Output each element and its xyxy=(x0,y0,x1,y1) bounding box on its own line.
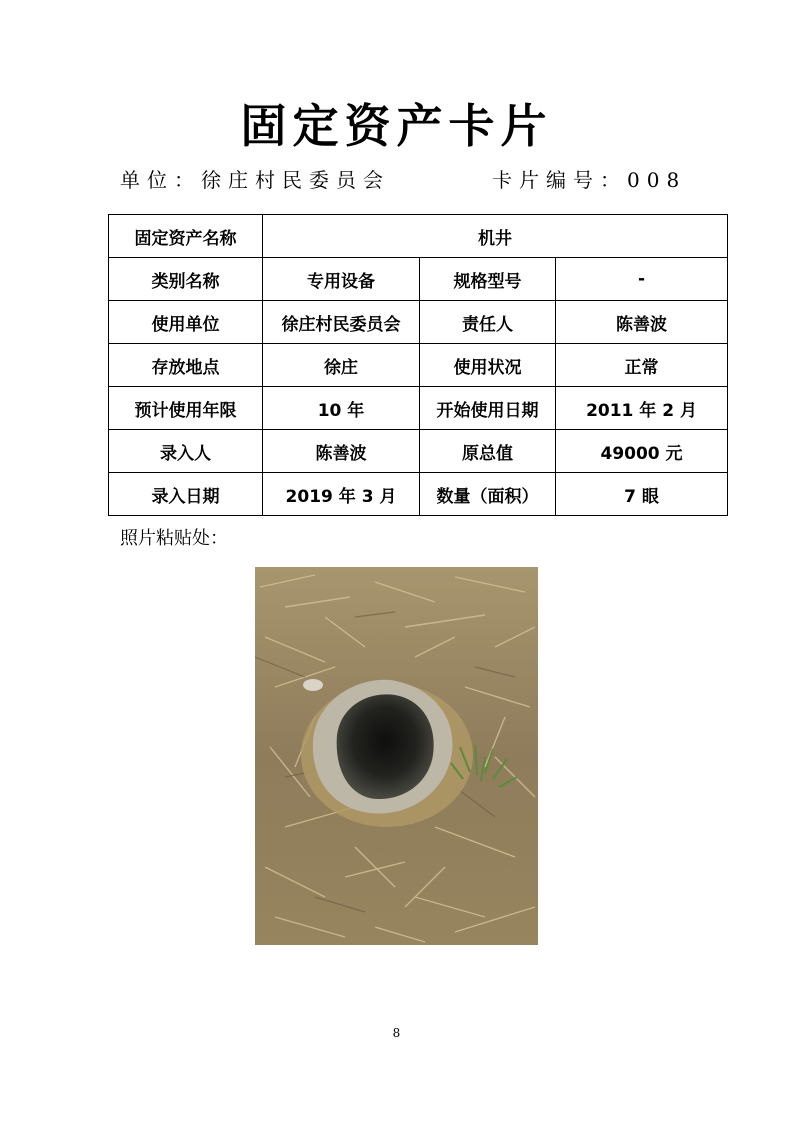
table-cell: 开始使用日期 xyxy=(420,387,556,430)
table-cell: 预计使用年限 xyxy=(109,387,263,430)
table-cell: 陈善波 xyxy=(556,301,728,344)
table-cell: 49000 元 xyxy=(556,430,728,473)
table-cell: 类别名称 xyxy=(109,258,263,301)
asset-name-value: 机井 xyxy=(263,215,728,258)
stone xyxy=(303,679,323,691)
table-cell: 2011 年 2 月 xyxy=(556,387,728,430)
table-row xyxy=(109,215,728,258)
photo-label: 照片粘贴处： xyxy=(120,528,228,549)
table-cell: 徐庄 xyxy=(263,344,420,387)
page-number: 8 xyxy=(392,1026,401,1040)
page-title: 固定资产卡片 xyxy=(240,99,553,153)
table-cell: 录入日期 xyxy=(109,473,263,516)
unit-line xyxy=(120,166,390,194)
table-row xyxy=(109,387,728,430)
table-cell: 陈善波 xyxy=(263,430,420,473)
table-cell: 存放地点 xyxy=(109,344,263,387)
table-cell: 2019 年 3 月 xyxy=(263,473,420,516)
table-cell: 责任人 xyxy=(420,301,556,344)
table-row xyxy=(109,258,728,301)
card-number-value: 008 xyxy=(627,168,687,192)
table-cell: - xyxy=(556,258,728,301)
table-cell: 7 眼 xyxy=(556,473,728,516)
table-row xyxy=(109,301,728,344)
unit-label: 单位： xyxy=(120,168,201,192)
asset-card-table xyxy=(108,214,728,516)
table-cell: 正常 xyxy=(556,344,728,387)
table-cell: 数量（面积） xyxy=(420,473,556,516)
table-cell: 10 年 xyxy=(263,387,420,430)
unit-value: 徐庄村民委员会 xyxy=(201,168,390,192)
well-photo xyxy=(255,567,538,945)
table-cell: 徐庄村民委员会 xyxy=(263,301,420,344)
card-number-label: 卡片编号： xyxy=(492,168,627,192)
table-cell: 使用状况 xyxy=(420,344,556,387)
table-cell: 录入人 xyxy=(109,430,263,473)
table-cell: 专用设备 xyxy=(263,258,420,301)
card-number-line xyxy=(492,166,686,194)
asset-name-label: 固定资产名称 xyxy=(109,215,263,258)
table-cell: 规格型号 xyxy=(420,258,556,301)
table-cell: 使用单位 xyxy=(109,301,263,344)
table-row xyxy=(109,473,728,516)
table-row xyxy=(109,344,728,387)
table-cell: 原总值 xyxy=(420,430,556,473)
table-row xyxy=(109,430,728,473)
